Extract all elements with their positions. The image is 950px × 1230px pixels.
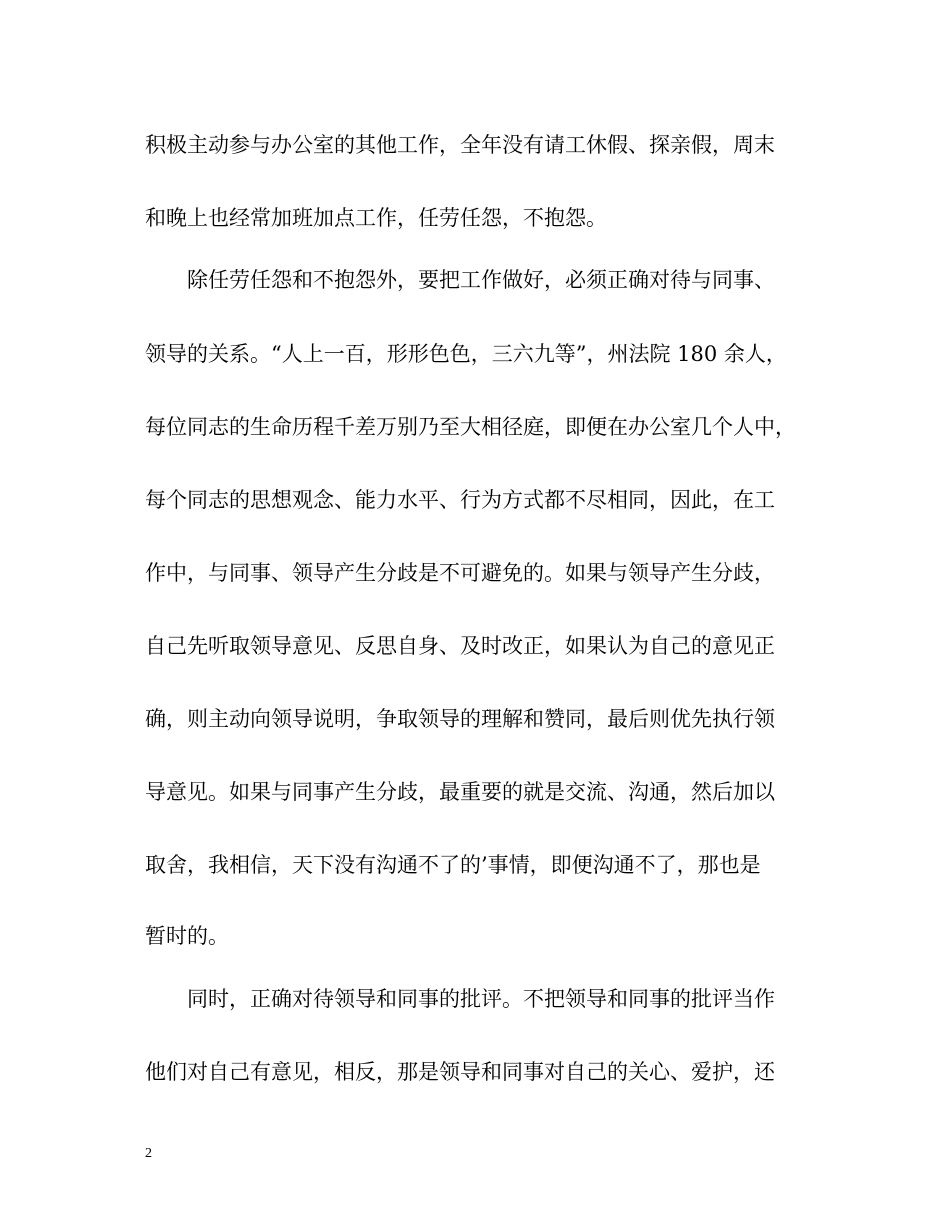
- text-line: 自己先听取领导意见、反思自身、及时改正，如果认为自己的意见正: [145, 634, 775, 658]
- text-line: 他们对自己有意见，相反，那是领导和同事对自己的关心、爱护，还: [145, 1060, 775, 1084]
- paragraph-first-line: 同时，正确对待领导和同事的批评。不把领导和同事的批评当作: [187, 987, 775, 1011]
- text-line: 领导的关系。“人上一百，形形色色，三六九等”，州法院 180 余人，: [145, 342, 787, 366]
- text-line: 每位同志的生命历程千差万别乃至大相径庭，即便在办公室几个人中，: [145, 415, 796, 439]
- text-line: 暂时的。: [145, 924, 229, 948]
- text-line: 和晚上也经常加班加点工作，任劳任怨，不抱怨。: [145, 206, 607, 230]
- text-line: 导意见。如果与同事产生分歧，最重要的就是交流、沟通，然后加以: [145, 780, 775, 804]
- paragraph-first-line: 除任劳任怨和不抱怨外，要把工作做好，必须正确对待与同事、: [187, 268, 775, 292]
- text-line: 确，则主动向领导说明，争取领导的理解和赞同，最后则优先执行领: [145, 707, 775, 731]
- page-number: 2: [145, 1146, 152, 1161]
- text-line: 取舍，我相信，天下没有沟通不了的’事情，即便沟通不了，那也是: [145, 853, 761, 877]
- text-line: 每个同志的思想观念、能力水平、行为方式都不尽相同，因此，在工: [145, 488, 775, 512]
- text-line: 积极主动参与办公室的其他工作，全年没有请工休假、探亲假，周末: [145, 133, 775, 157]
- text-line: 作中，与同事、领导产生分歧是不可避免的。如果与领导产生分歧，: [145, 561, 775, 585]
